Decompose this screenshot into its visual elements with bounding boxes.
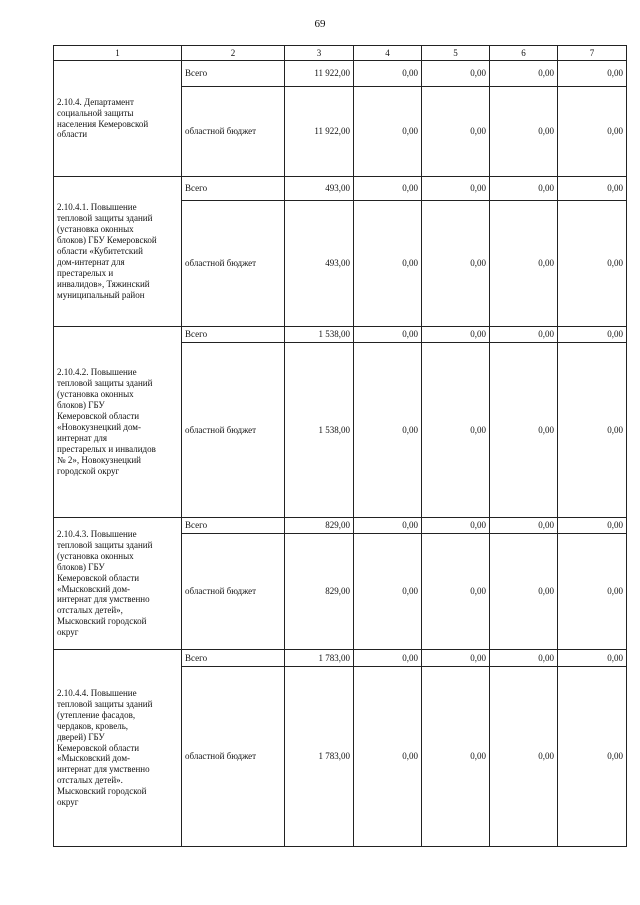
funding-label: областной бюджет	[182, 201, 285, 327]
value-cell: 0,00	[490, 201, 558, 327]
value-cell: 0,00	[558, 667, 627, 847]
value-cell: 11 922,00	[285, 61, 354, 87]
activity-name: 2.10.4.4. Повышение тепловой защиты зданий (утепление фасадов, чердаков, кровель, дверей) ГБУ Кемеровской области «Мысковский дом- интернат для умственно отсталых детей». Мысковский городской округ	[57, 687, 153, 808]
value-cell: 829,00	[285, 518, 354, 534]
value-cell: 1 538,00	[285, 343, 354, 518]
activity-name: 2.10.4.2. Повышение тепловой защиты зданий (установка оконных блоков) ГБУ Кемеровской области «Новокузнецкий дом- интернат для престарелых и инвалидов № 2», Новокузнецкий городской округ	[57, 367, 156, 476]
value-cell: 0,00	[422, 87, 490, 177]
value-cell: 493,00	[285, 201, 354, 327]
funding-label: Всего	[182, 61, 285, 87]
value-cell: 0,00	[354, 343, 422, 518]
value-cell: 0,00	[490, 650, 558, 667]
value-cell: 0,00	[422, 534, 490, 650]
column-header: 2	[182, 46, 285, 61]
value-cell: 0,00	[490, 343, 558, 518]
activity-name-cell	[54, 177, 182, 327]
value-cell: 0,00	[558, 177, 627, 201]
value-cell: 0,00	[354, 87, 422, 177]
value-cell: 0,00	[490, 61, 558, 87]
activity-name: 2.10.4.3. Повышение тепловой защиты зданий (установка оконных блоков) ГБУ Кемеровской области «Мысковский дом- интернат для умственно отсталых детей», Мысковский городской округ	[57, 528, 153, 638]
value-cell: 1 783,00	[285, 650, 354, 667]
activity-name-cell	[54, 650, 182, 847]
value-cell: 0,00	[490, 87, 558, 177]
table-row-total	[54, 61, 627, 87]
table-row-total	[54, 518, 627, 534]
value-cell: 0,00	[558, 534, 627, 650]
table-row-total	[54, 650, 627, 667]
value-cell: 0,00	[422, 518, 490, 534]
funding-label: Всего	[182, 327, 285, 343]
value-cell: 0,00	[354, 61, 422, 87]
funding-label: областной бюджет	[182, 667, 285, 847]
header-row	[54, 46, 627, 61]
value-cell: 0,00	[354, 534, 422, 650]
activity-name-cell	[54, 327, 182, 518]
value-cell: 0,00	[558, 518, 627, 534]
value-cell: 0,00	[558, 650, 627, 667]
funding-label: Всего	[182, 650, 285, 667]
value-cell: 0,00	[558, 343, 627, 518]
value-cell: 1 538,00	[285, 327, 354, 343]
activity-name-cell	[54, 61, 182, 177]
column-header: 3	[285, 46, 354, 61]
value-cell: 1 783,00	[285, 667, 354, 847]
value-cell: 0,00	[422, 201, 490, 327]
value-cell: 0,00	[422, 177, 490, 201]
column-header: 6	[490, 46, 558, 61]
column-header: 1	[54, 46, 182, 61]
value-cell: 11 922,00	[285, 87, 354, 177]
activity-name-cell	[54, 518, 182, 650]
column-header: 4	[354, 46, 422, 61]
value-cell: 0,00	[490, 518, 558, 534]
value-cell: 0,00	[422, 61, 490, 87]
funding-label: областной бюджет	[182, 87, 285, 177]
value-cell: 0,00	[354, 327, 422, 343]
funding-label: областной бюджет	[182, 343, 285, 518]
value-cell: 0,00	[558, 61, 627, 87]
value-cell: 0,00	[490, 327, 558, 343]
value-cell: 0,00	[558, 327, 627, 343]
value-cell: 0,00	[354, 201, 422, 327]
budget-table	[53, 45, 627, 847]
value-cell: 0,00	[490, 667, 558, 847]
column-header: 7	[558, 46, 627, 61]
value-cell: 0,00	[490, 534, 558, 650]
value-cell: 0,00	[354, 518, 422, 534]
value-cell: 0,00	[558, 201, 627, 327]
column-header: 5	[422, 46, 490, 61]
value-cell: 0,00	[354, 177, 422, 201]
funding-label: Всего	[182, 518, 285, 534]
page-number: 69	[314, 18, 326, 30]
table-row-total	[54, 177, 627, 201]
value-cell: 0,00	[422, 650, 490, 667]
value-cell: 0,00	[490, 177, 558, 201]
value-cell: 0,00	[354, 650, 422, 667]
value-cell: 0,00	[422, 343, 490, 518]
value-cell: 493,00	[285, 177, 354, 201]
value-cell: 0,00	[422, 667, 490, 847]
activity-name: 2.10.4.1. Повышение тепловой защиты зданий (установка оконных блоков) ГБУ Кемеровской области «Кубитетский дом-интернат для престарелых и инвалидов», Тяжинский муниципальный район	[57, 202, 157, 300]
value-cell: 829,00	[285, 534, 354, 650]
funding-label: областной бюджет	[182, 534, 285, 650]
funding-label: Всего	[182, 177, 285, 201]
value-cell: 0,00	[354, 667, 422, 847]
value-cell: 0,00	[422, 327, 490, 343]
activity-name: 2.10.4. Департамент социальной защиты населения Кемеровской области	[57, 96, 149, 140]
value-cell: 0,00	[558, 87, 627, 177]
table-row-total	[54, 327, 627, 343]
